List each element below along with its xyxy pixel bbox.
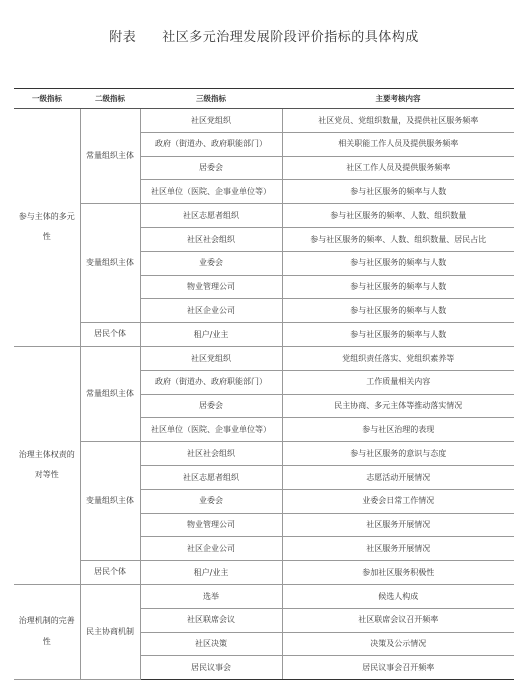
- level3-indicator: 政府（街道办、政府职能部门）: [140, 132, 282, 156]
- level3-indicator: 业委会: [140, 251, 282, 275]
- assessment-content: 相关职能工作人员及提供服务频率: [282, 132, 514, 156]
- level2-indicator: 民主协商机制: [80, 584, 140, 679]
- table-row: [14, 561, 514, 585]
- assessment-content: 民主协商、多元主体等推动落实情况: [282, 394, 514, 418]
- level2-indicator: 居民个体: [80, 561, 140, 585]
- level3-indicator: 物业管理公司: [140, 513, 282, 537]
- assessment-content: 参与社区服务的频率与人数: [282, 323, 514, 347]
- header-level3: 三级指标: [140, 89, 282, 109]
- level2-indicator: 变量组织主体: [80, 204, 140, 323]
- level3-indicator: 政府（街道办、政府职能部门）: [140, 370, 282, 394]
- level3-indicator: 社区社会组织: [140, 442, 282, 466]
- header-level1: 一级指标: [14, 89, 80, 109]
- table-row: [14, 323, 514, 347]
- level3-indicator: 社区党组织: [140, 346, 282, 370]
- assessment-content: 参与社区治理的表现: [282, 418, 514, 442]
- table-row: [14, 442, 514, 466]
- level3-indicator: 社区社会组织: [140, 227, 282, 251]
- indicator-table: [14, 88, 514, 680]
- table-body: [14, 109, 514, 680]
- level2-indicator: 常量组织主体: [80, 109, 140, 204]
- assessment-content: 参与社区服务的频率、人数、组织数量: [282, 204, 514, 228]
- level3-indicator: 社区联席会议: [140, 608, 282, 632]
- assessment-content: 社区党员、党组织数量，及提供社区服务频率: [282, 109, 514, 133]
- level3-indicator: 租户/业主: [140, 323, 282, 347]
- assessment-content: 决策及公示情况: [282, 632, 514, 656]
- title-text: 社区多元治理发展阶段评价指标的具体构成: [162, 30, 419, 45]
- assessment-content: 参与社区服务的频率与人数: [282, 251, 514, 275]
- assessment-content: 志愿活动开展情况: [282, 465, 514, 489]
- table-row: [14, 584, 514, 608]
- level3-indicator: 社区单位（医院、企事业单位等）: [140, 180, 282, 204]
- level3-indicator: 社区企业公司: [140, 299, 282, 323]
- assessment-content: 参与社区服务的频率与人数: [282, 180, 514, 204]
- level3-indicator: 社区志愿者组织: [140, 204, 282, 228]
- assessment-content: 社区工作人员及提供服务频率: [282, 156, 514, 180]
- table-row: [14, 109, 514, 133]
- title-label: 附表: [109, 30, 137, 45]
- assessment-content: 党组织责任落实、党组织素养等: [282, 346, 514, 370]
- assessment-content: 社区服务开展情况: [282, 537, 514, 561]
- assessment-content: 社区服务开展情况: [282, 513, 514, 537]
- assessment-content: 社区联席会议召开频率: [282, 608, 514, 632]
- assessment-content: 候选人构成: [282, 584, 514, 608]
- assessment-content: 参与社区服务的频率与人数: [282, 299, 514, 323]
- document-title: [0, 26, 528, 45]
- level3-indicator: 物业管理公司: [140, 275, 282, 299]
- level3-indicator: 租户/业主: [140, 561, 282, 585]
- level3-indicator: 居民议事会: [140, 656, 282, 680]
- level3-indicator: 社区企业公司: [140, 537, 282, 561]
- table-header-row: [14, 89, 514, 109]
- level2-indicator: 变量组织主体: [80, 442, 140, 561]
- level2-indicator: 常量组织主体: [80, 346, 140, 441]
- assessment-content: 居民议事会召开频率: [282, 656, 514, 680]
- header-level2: 二级指标: [80, 89, 140, 109]
- level3-indicator: 社区单位（医院、企事业单位等）: [140, 418, 282, 442]
- level3-indicator: 社区决策: [140, 632, 282, 656]
- assessment-content: 参与社区服务的频率、人数、组织数量、居民占比: [282, 227, 514, 251]
- level3-indicator: 业委会: [140, 489, 282, 513]
- assessment-content: 工作质量相关内容: [282, 370, 514, 394]
- header-content: 主要考核内容: [282, 89, 514, 109]
- level1-indicator: 治理主体权责的对等性: [14, 346, 80, 584]
- level3-indicator: 居委会: [140, 156, 282, 180]
- level1-indicator: 治理机制的完善性: [14, 584, 80, 679]
- level3-indicator: 社区志愿者组织: [140, 465, 282, 489]
- table-row: [14, 346, 514, 370]
- assessment-content: 参与社区服务的意识与态度: [282, 442, 514, 466]
- level1-indicator: 参与主体的多元性: [14, 109, 80, 347]
- assessment-content: 参加社区服务积极性: [282, 561, 514, 585]
- assessment-content: 参与社区服务的频率与人数: [282, 275, 514, 299]
- table-row: [14, 204, 514, 228]
- assessment-content: 业委会日常工作情况: [282, 489, 514, 513]
- level2-indicator: 居民个体: [80, 323, 140, 347]
- level3-indicator: 选举: [140, 584, 282, 608]
- level3-indicator: 社区党组织: [140, 109, 282, 133]
- level3-indicator: 居委会: [140, 394, 282, 418]
